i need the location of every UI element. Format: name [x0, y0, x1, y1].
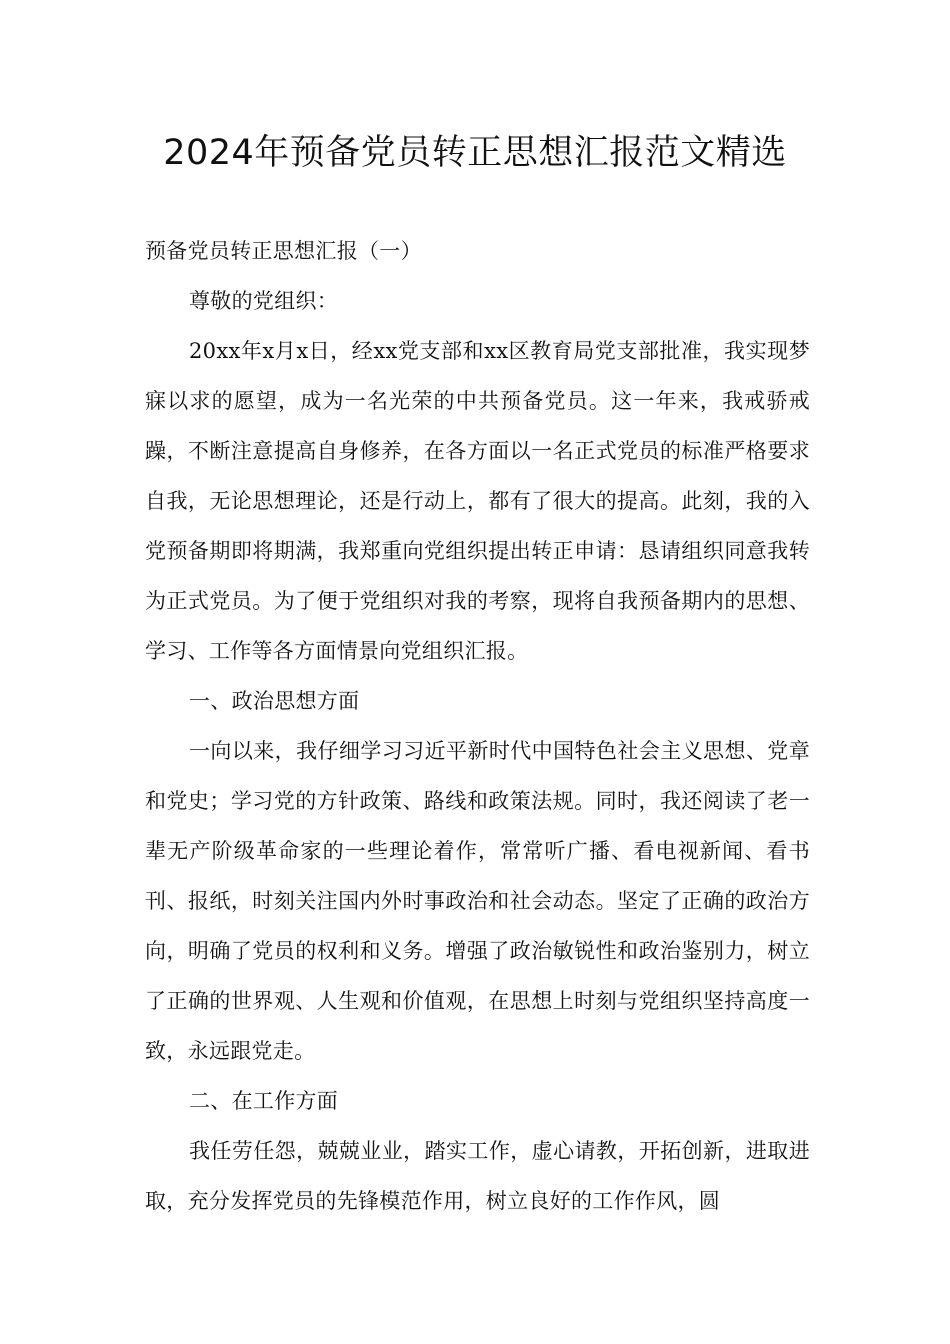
document-title: 2024年预备党员转正思想汇报范文精选: [163, 133, 787, 173]
salutation: 尊敬的党组织：: [189, 289, 339, 313]
paragraph-political: 一向以来，我仔细学习习近平新时代中国特色社会主义思想、党章和党史；学习党的方针政策、路线和政策法规。同时，我还阅读了老一辈无产阶级革命家的一些理论着作，常常听广播、看电视新闻、看书刊、报纸，时刻关注国内外时事政治和社会动态。坚定了正确的政治方向，明确了党员的权利和义务。增强了政治敏锐性和政治鉴别力，树立了正确的世界观、人生观和价值观，在思想上时刻与党组织坚持高度一致，永远跟党走。: [145, 739, 810, 1063]
paragraph-intro: 20xx年x月x日，经xx党支部和xx区教育局党支部批准，我实现梦寐以求的愿望，成为一名光荣的中共预备党员。这一年来，我戒骄戒躁，不断注意提高自身修养，在各方面以一名正式党员的标准严格要求自我，无论思想理论，还是行动上，都有了很大的提高。此刻，我的入党预备期即将期满，我郑重向党组织提出转正申请：恳请组织同意我转为正式党员。为了便于党组织对我的考察，现将自我预备期内的思想、学习、工作等各方面情景向党组织汇报。: [145, 339, 810, 663]
document-subtitle: 预备党员转正思想汇报（一）: [145, 239, 422, 263]
paragraph-work: 我任劳任怨，兢兢业业，踏实工作，虚心请教，开拓创新，进取进取，充分发挥党员的先锋模范作用，树立良好的工作作风，圆: [145, 1139, 810, 1213]
document-body: [145, 226, 810, 1226]
section-heading-work: 二、在工作方面: [189, 1089, 339, 1113]
section-heading-political: 一、政治思想方面: [189, 689, 360, 713]
